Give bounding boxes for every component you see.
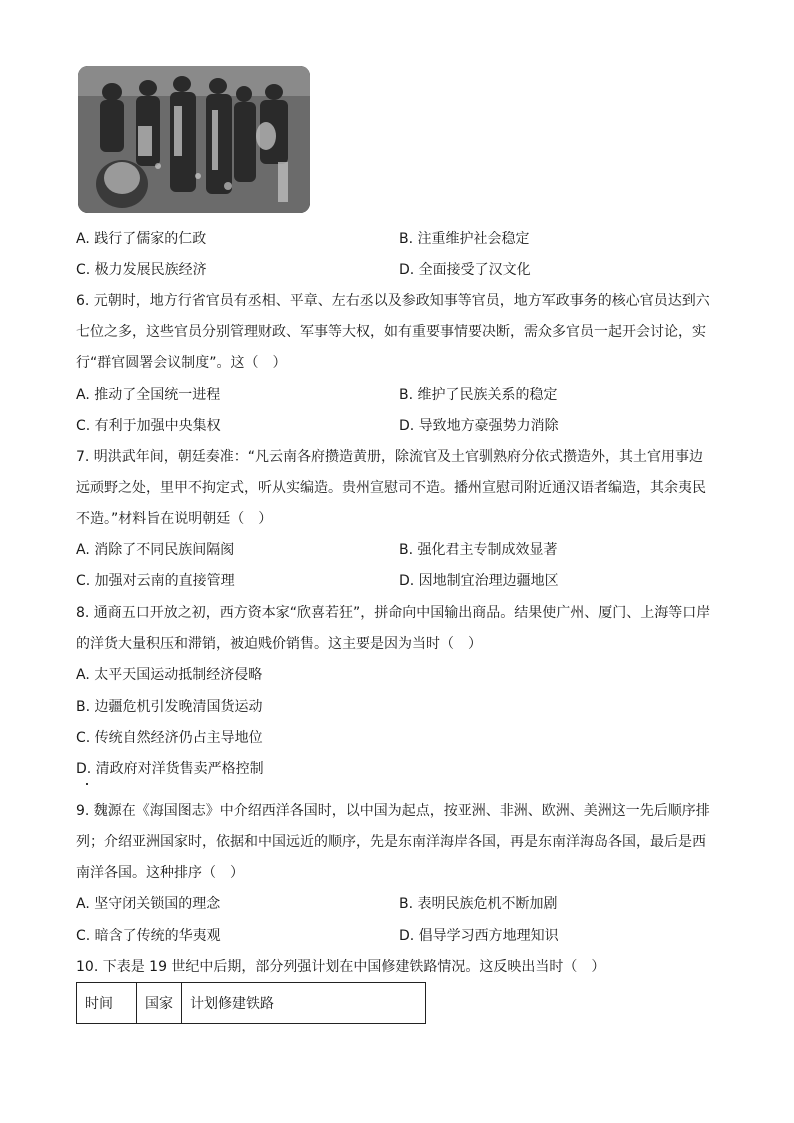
q9-option-d: D. 倡导学习西方地理知识 bbox=[399, 928, 559, 944]
table-header-row bbox=[77, 983, 426, 1024]
q9-stem-line-3: 南洋各国。这种排序（ ） bbox=[76, 865, 244, 881]
q7-stem-line-1: 7. 明洪武年间，朝廷奏准：“凡云南各府攒造黄册，除流官及土官驯熟府分依式攒造外，其土官用事边 bbox=[76, 449, 704, 465]
q9-option-c: C. 暗含了传统的华夷观 bbox=[76, 928, 221, 944]
q8-option-d: D. 清政府对洋货售卖严格控制 bbox=[76, 761, 264, 777]
q8-option-b: B. 边疆危机引发晚清国货运动 bbox=[76, 699, 263, 715]
table-header-time: 时间 bbox=[77, 983, 137, 1024]
table-header-country: 国家 bbox=[137, 983, 182, 1024]
q6-option-c: C. 有利于加强中央集权 bbox=[76, 418, 221, 434]
q9-option-a: A. 坚守闭关锁国的理念 bbox=[76, 896, 221, 912]
q6-stem-line-1: 6. 元朝时，地方行省官员有丞相、平章、左右丞以及参政知事等官员，地方军政事务的核心官员达到六 bbox=[76, 293, 710, 309]
q7-option-d: D. 因地制宜治理边疆地区 bbox=[399, 573, 559, 589]
q8-option-c: C. 传统自然经济仍占主导地位 bbox=[76, 730, 263, 746]
q9-option-b: B. 表明民族危机不断加剧 bbox=[399, 896, 558, 912]
q6-stem-line-2: 七位之多，这些官员分别管理财政、军事等大权，如有重要事情要决断，需众多官员一起开会讨论，实 bbox=[76, 324, 706, 340]
q10-stem: 10. 下表是 19 世纪中后期，部分列强计划在中国修建铁路情况。这反映出当时（ ） bbox=[76, 959, 606, 975]
q5-option-a: A. 践行了儒家的仁政 bbox=[76, 231, 207, 247]
q8-option-a: A. 太平天国运动抵制经济侵略 bbox=[76, 667, 263, 683]
q7-option-a: A. 消除了不同民族间隔阂 bbox=[76, 542, 235, 558]
q9-stem-line-2: 列；介绍亚洲国家时，依据和中国远近的顺序，先是东南洋海岸各国，再是东南洋海岛各国，最后是西 bbox=[76, 834, 706, 850]
q7-stem-line-3: 不造。”材料旨在说明朝廷（ ） bbox=[76, 511, 273, 527]
q6-option-a: A. 推动了全国统一进程 bbox=[76, 387, 221, 403]
q7-option-b: B. 强化君主专制成效显著 bbox=[399, 542, 558, 558]
q5-option-d: D. 全面接受了汉文化 bbox=[399, 262, 531, 278]
q7-option-c: C. 加强对云南的直接管理 bbox=[76, 573, 235, 589]
q9-stem-line-1: 9. 魏源在《海国图志》中介绍西洋各国时，以中国为起点，按亚洲、非洲、欧洲、美洲这一先后顺序排 bbox=[76, 803, 710, 819]
q6-option-d: D. 导致地方豪强势力消除 bbox=[399, 418, 559, 434]
q7-stem-line-2: 远顽野之处，里甲不拘定式，听从实编造。贵州宣慰司不造。播州宣慰司附近通汉语者编造，其余夷民 bbox=[76, 480, 706, 496]
q5-option-c: C. 极力发展民族经济 bbox=[76, 262, 207, 278]
railway-table bbox=[76, 982, 426, 1024]
q8-stem-line-2: 的洋货大量积压和滞销，被迫贱价销售。这主要是因为当时（ ） bbox=[76, 636, 482, 652]
q8-stem-line-1: 8. 通商五口开放之初，西方资本家“欣喜若狂”，拼命向中国输出商品。结果使广州、厦门、上海等口岸 bbox=[76, 605, 711, 621]
q6-stem-line-3: 行“群官圆署会议制度”。这（ ） bbox=[76, 355, 287, 371]
table-header-railway: 计划修建铁路 bbox=[182, 983, 426, 1024]
stray-mark bbox=[86, 783, 88, 785]
q5-option-b: B. 注重维护社会稳定 bbox=[399, 231, 530, 247]
q6-option-b: B. 维护了民族关系的稳定 bbox=[399, 387, 558, 403]
mural-image bbox=[78, 66, 310, 213]
